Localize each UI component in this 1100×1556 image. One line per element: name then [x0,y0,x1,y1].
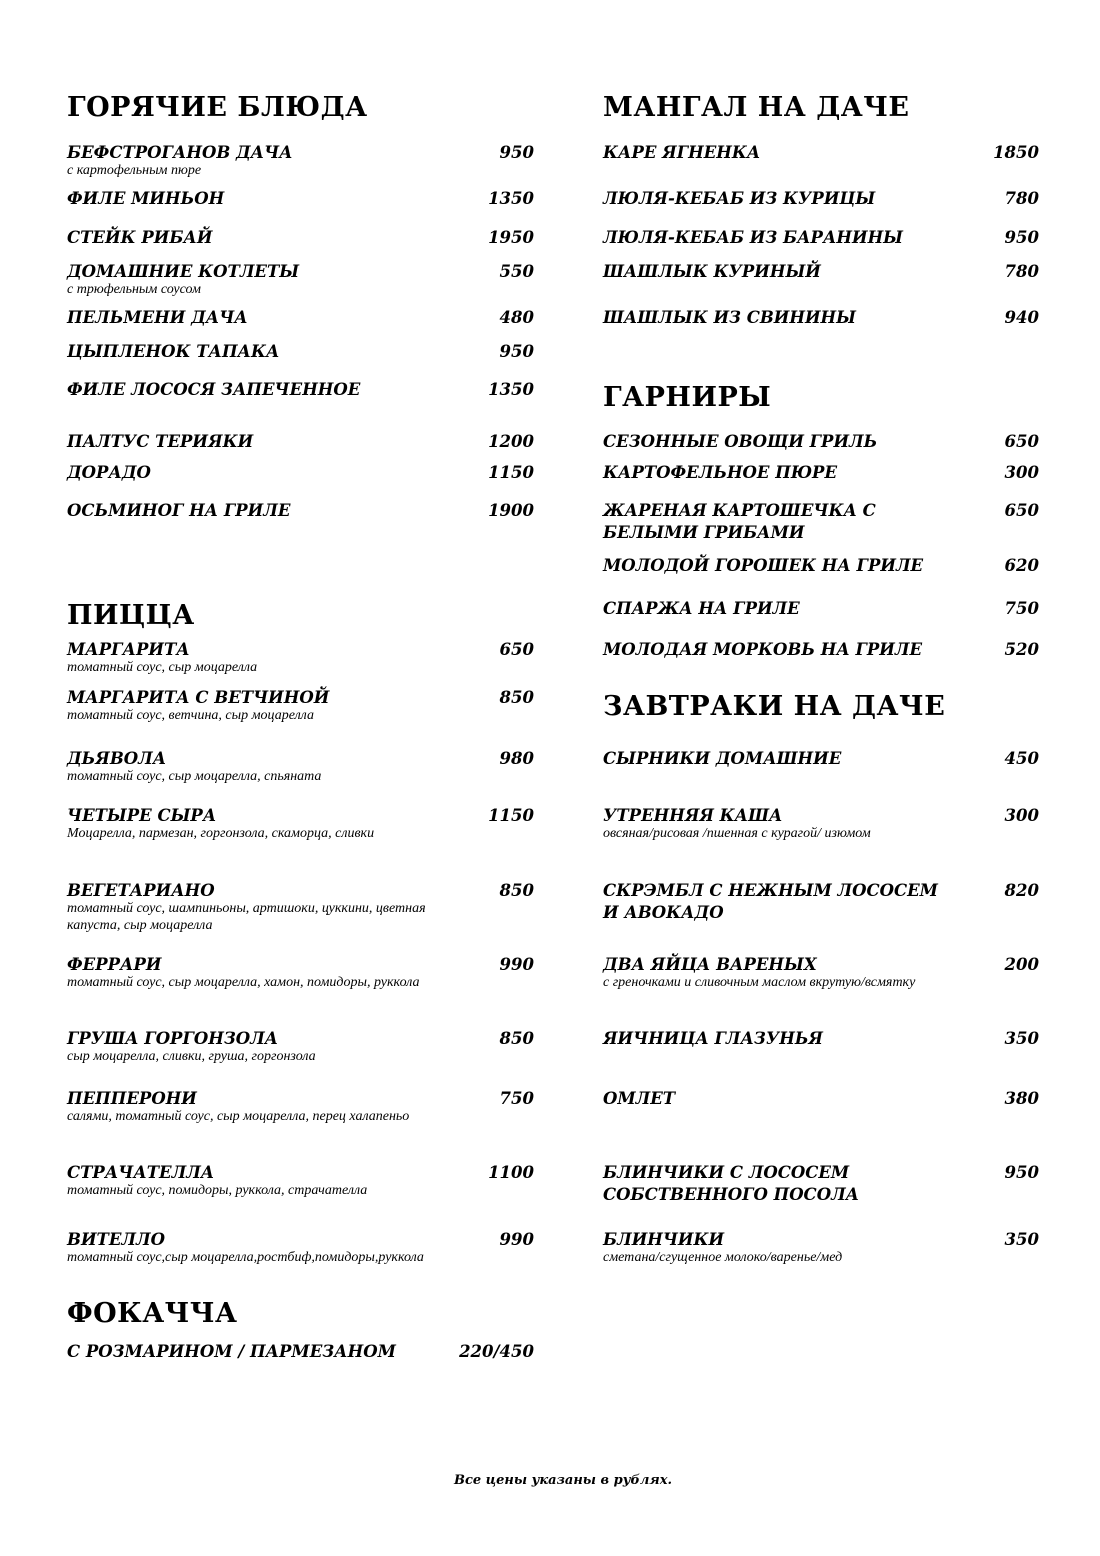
menu-item-price: 480 [499,308,534,327]
menu-item-price: 990 [499,955,534,974]
menu-item-name: С РОЗМАРИНОМ / ПАРМЕЗАНОМ [67,1342,396,1361]
menu-item-name: ДОМАШНИЕ КОТЛЕТЫ [67,262,300,281]
menu-item [67,227,534,249]
menu-item-name: ЦЫПЛЕНОК ТАПАКА [67,342,280,361]
menu-item-price: 350 [1004,1230,1039,1249]
menu-item-price: 1950 [488,228,534,247]
menu-item-name: ФЕРРАРИ [67,955,162,974]
menu-item [67,341,534,363]
menu-item-name: ПАЛТУС ТЕРИЯКИ [67,432,254,451]
menu-item-name: ВЕГЕТАРИАНО [67,881,215,900]
menu-item [67,188,534,210]
menu-item [603,431,1039,453]
menu-item-name: СТРАЧАТЕЛЛА [67,1163,215,1182]
menu-item-name: ЖАРЕНАЯ КАРТОШЕЧКА С БЕЛЫМИ ГРИБАМИ [603,501,876,542]
menu-item-price: 1350 [488,189,534,208]
menu-item-price: 300 [1004,463,1039,482]
menu-item-price: 520 [1004,640,1039,659]
menu-item-name: МОЛОДАЯ МОРКОВЬ НА ГРИЛЕ [603,640,923,659]
menu-item-price: 1150 [488,806,534,825]
section-title-breakfast: ЗАВТРАКИ НА ДАЧЕ [603,691,946,722]
menu-item-name: КАРТОФЕЛЬНОЕ ПЮРЕ [603,463,838,482]
menu-item-name: ФИЛЕ МИНЬОН [67,189,225,208]
menu-item [67,639,534,676]
menu-item-description: салями, томатный соус, сыр моцарелла, перец халапеньо [67,1109,410,1124]
menu-item-price: 650 [1004,501,1039,520]
menu-item-price: 450 [1004,749,1039,768]
menu-item-price: 650 [499,640,534,659]
menu-item-price: 940 [1004,308,1039,327]
menu-item-name: ЯИЧНИЦА ГЛАЗУНЬЯ [603,1029,823,1048]
menu-item-name: МОЛОДОЙ ГОРОШЕК НА ГРИЛЕ [603,556,924,575]
menu-item-price: 950 [499,143,534,162]
menu-item-name: КАРЕ ЯГНЕНКА [603,143,761,162]
menu-item-price: 220/450 [459,1342,534,1361]
menu-item-name: СТЕЙК РИБАЙ [67,228,213,247]
menu-item-price: 1350 [488,380,534,399]
menu-item-name: МАРГАРИТА [67,640,190,659]
footer-note: Все цены указаны в рублях. [453,1473,673,1488]
menu-item-name: БЕФСТРОГАНОВ ДАЧА [67,143,293,162]
menu-item-price: 980 [499,749,534,768]
menu-item-price: 850 [499,1029,534,1048]
menu-item [603,188,1039,210]
menu-item-name: СКРЭМБЛ С НЕЖНЫМ ЛОСОСЕМ И АВОКАДО [603,881,938,922]
menu-item-name: ШАШЛЫК КУРИНЫЙ [603,262,821,281]
menu-item-price: 850 [499,881,534,900]
menu-item-description: томатный соус,сыр моцарелла,ростбиф,помидоры,руккола [67,1250,424,1265]
menu-item-price: 1200 [488,432,534,451]
menu-item-name: ГРУША ГОРГОНЗОЛА [67,1029,279,1048]
menu-item-name: ОСЬМИНОГ НА ГРИЛЕ [67,501,291,520]
menu-item-description: томатный соус, шампиньоны, артишоки, цуккини, цветная капуста, сыр моцарелла [67,901,426,933]
section-title-pizza: ПИЦЦА [67,600,195,631]
menu-item [67,1341,534,1363]
menu-item [67,805,534,842]
menu-item [67,954,534,991]
menu-item-name: ОМЛЕТ [603,1089,676,1108]
menu-item [603,1229,1039,1266]
menu-item [67,1229,534,1266]
menu-item-price: 850 [499,688,534,707]
menu-item-description: с греночками и сливочным маслом вкрутую/всмятку [603,975,916,990]
menu-item-price: 950 [499,342,534,361]
menu-item-description: томатный соус, ветчина, сыр моцарелла [67,708,314,723]
menu-item-name: БЛИНЧИКИ [603,1230,725,1249]
menu-item-price: 380 [1004,1089,1039,1108]
menu-item-description: томатный соус, помидоры, руккола, страчателла [67,1183,368,1198]
menu-item-price: 550 [499,262,534,281]
menu-item [603,1088,1039,1110]
menu-item-price: 1850 [993,143,1039,162]
menu-item [603,1028,1039,1050]
menu-item-name: СЕЗОННЫЕ ОВОЩИ ГРИЛЬ [603,432,878,451]
menu-item-price: 350 [1004,1029,1039,1048]
menu-item-description: томатный соус, сыр моцарелла [67,660,258,675]
menu-item-price: 300 [1004,806,1039,825]
menu-item-price: 620 [1004,556,1039,575]
menu-item-name: СПАРЖА НА ГРИЛЕ [603,599,800,618]
menu-item [603,639,1039,661]
section-title-grill: МАНГАЛ НА ДАЧЕ [603,92,910,123]
menu-item [67,1162,534,1199]
menu-item [603,880,1039,924]
menu-item-description: с трюфельным соусом [67,282,201,297]
menu-item-price: 650 [1004,432,1039,451]
menu-item [603,598,1039,620]
menu-item [67,687,534,724]
menu-item [67,307,534,329]
menu-item-price: 1900 [488,501,534,520]
menu-item-description: томатный соус, сыр моцарелла, спьяната [67,769,322,784]
menu-item-name: МАРГАРИТА С ВЕТЧИНОЙ [67,688,330,707]
menu-item-price: 780 [1004,262,1039,281]
menu-item-name: ПЕППЕРОНИ [67,1089,197,1108]
menu-item [67,142,534,179]
menu-item [603,805,1039,842]
section-title-focaccia: ФОКАЧЧА [67,1298,238,1329]
menu-item-price: 200 [1004,955,1039,974]
menu-item [67,1088,534,1125]
menu-item-price: 950 [1004,1163,1039,1182]
menu-item-name: ДВА ЯЙЦА ВАРЕНЫХ [603,955,817,974]
menu-item-price: 1150 [488,463,534,482]
menu-item-name: ШАШЛЫК ИЗ СВИНИНЫ [603,308,856,327]
menu-item [67,462,534,484]
menu-item-price: 990 [499,1230,534,1249]
menu-item-description: Моцарелла, пармезан, горгонзола, скаморца, сливки [67,826,375,841]
menu-item [67,379,534,401]
menu-item [67,748,534,785]
menu-item [603,748,1039,770]
menu-item [67,500,534,522]
menu-item [603,462,1039,484]
menu-item-name: ДОРАДО [67,463,151,482]
menu-item-description: томатный соус, сыр моцарелла, хамон, помидоры, руккола [67,975,420,990]
menu-item-name: БЛИНЧИКИ С ЛОСОСЕМ СОБСТВЕННОГО ПОСОЛА [603,1163,860,1204]
menu-item [67,261,534,298]
menu-item [603,555,1039,577]
menu-item-price: 750 [1004,599,1039,618]
menu-item [603,500,1039,544]
menu-item [603,954,1039,991]
menu-item-name: СЫРНИКИ ДОМАШНИЕ [603,749,842,768]
menu-item-name: ДЬЯВОЛА [67,749,167,768]
menu-item [603,261,1039,283]
menu-item-name: ПЕЛЬМЕНИ ДАЧА [67,308,248,327]
section-title-hot-dishes: ГОРЯЧИЕ БЛЮДА [67,92,368,123]
menu-item [67,880,534,934]
menu-item-price: 780 [1004,189,1039,208]
menu-item-name: ЛЮЛЯ-КЕБАБ ИЗ КУРИЦЫ [603,189,876,208]
menu-item-name: ВИТЕЛЛО [67,1230,165,1249]
menu-item-description: сметана/сгущенное молоко/варенье/мед [603,1250,843,1265]
menu-item-name: ЧЕТЫРЕ СЫРА [67,806,217,825]
menu-item-price: 950 [1004,228,1039,247]
menu-item [603,1162,1039,1206]
menu-item-price: 750 [499,1089,534,1108]
menu-item-price: 1100 [488,1163,534,1182]
menu-item-description: сыр моцарелла, сливки, груша, горгонзола [67,1049,316,1064]
menu-item [603,142,1039,164]
menu-item [603,307,1039,329]
menu-item [67,431,534,453]
menu-item-description: с картофельным пюре [67,163,202,178]
menu-item [67,1028,534,1065]
section-title-sides: ГАРНИРЫ [603,382,772,413]
menu-item [603,227,1039,249]
menu-item-name: ЛЮЛЯ-КЕБАБ ИЗ БАРАНИНЫ [603,228,903,247]
menu-item-name: УТРЕННЯЯ КАША [603,806,783,825]
menu-item-name: ФИЛЕ ЛОСОСЯ ЗАПЕЧЕННОЕ [67,380,361,399]
menu-item-price: 820 [1004,881,1039,900]
menu-item-description: овсяная/рисовая /пшенная с курагой/ изюмом [603,826,871,841]
